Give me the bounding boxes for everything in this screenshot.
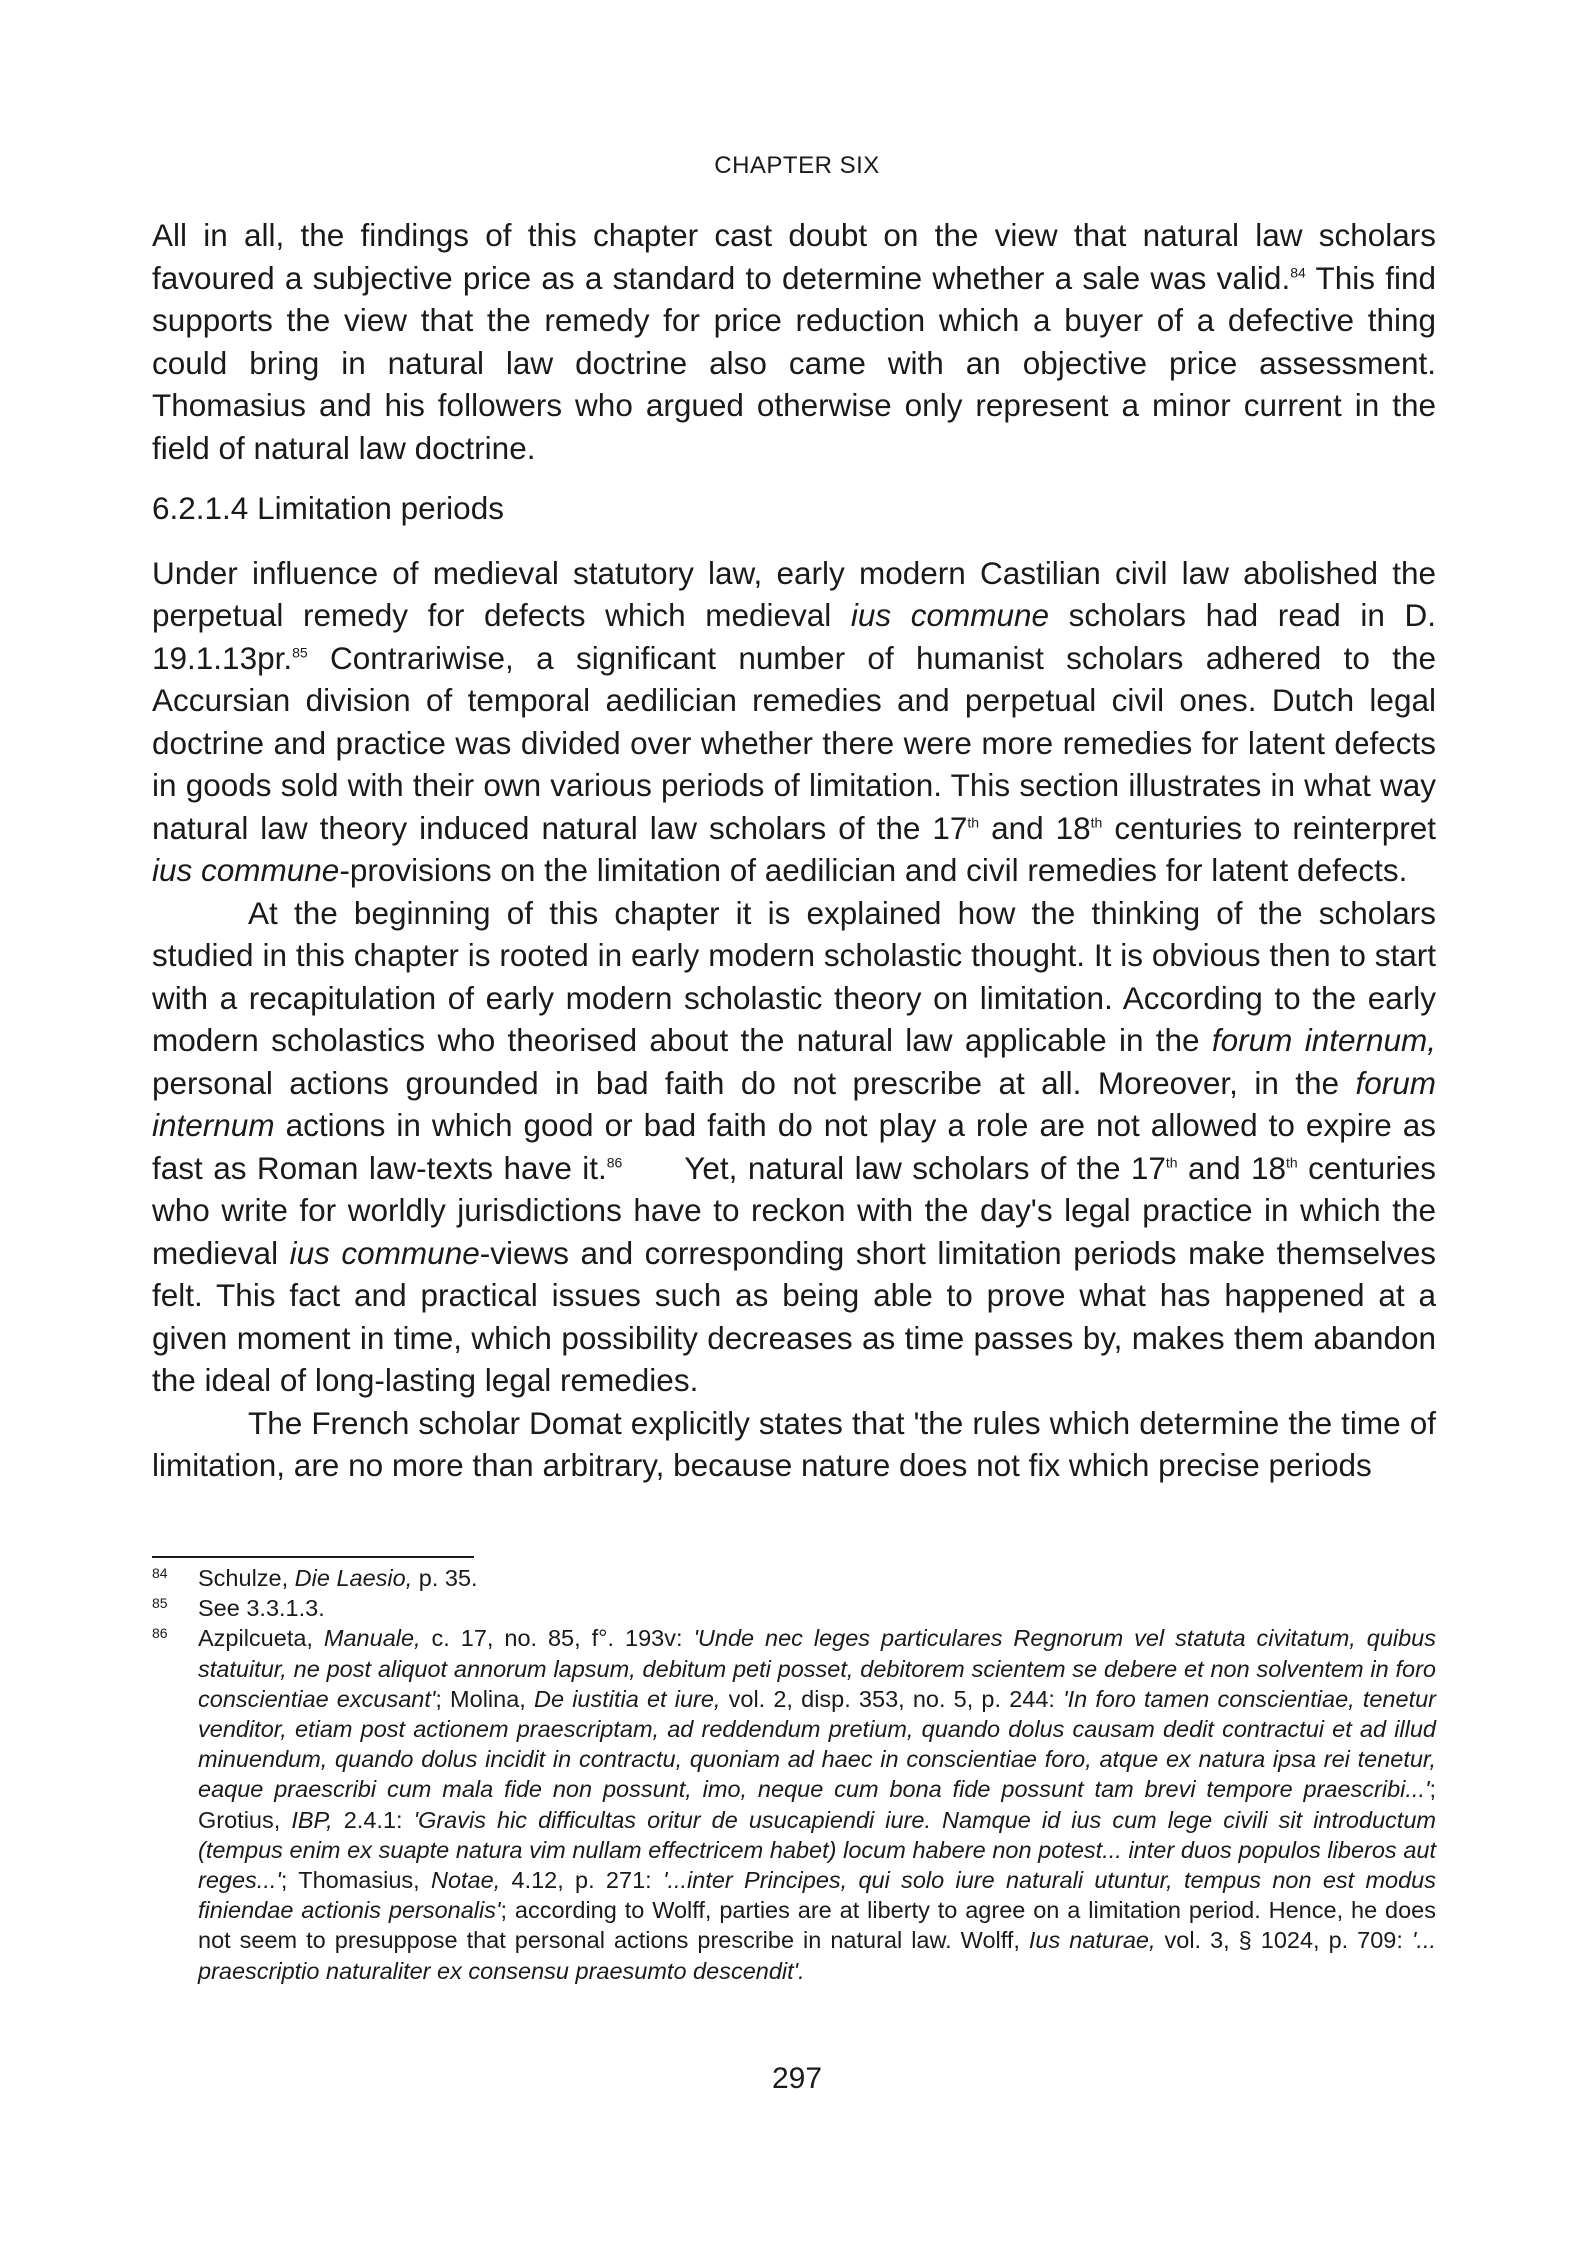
section-heading: 6.2.1.4 Limitation periods xyxy=(152,490,504,526)
paragraph-1: All in all, the findings of this chapter cast doubt on the view that natural law scholars favoured a subjective price as a standard to determine whether a sale was valid.$^{84}$ This find supports the view that the remedy for price reduction which a buyer of a defective thing could bring in natural law doctrine also came with an objective price assessment. Thomasius and his followers who argued otherwise only represent a minor current in the field of natural law doctrine. xyxy=(152,217,1436,466)
footnote-85: 85 See 3.3.1.3. xyxy=(152,1593,1436,1623)
page-number: 297 xyxy=(771,2062,823,2095)
footnote-number: 84 xyxy=(152,1565,168,1581)
footnote-86: 86 Azpilcueta, Manuale, c. 17, no. 85, f°. 193v: 'Unde nec leges particulares Regnorum vel statuta civitatum, quibus statuitur, ne post aliquot annorum lapsum, debitum peti posset, debitorem scientem se debere et non solventem in foro conscientiae excusant'; Molina, De iustitia et iure, vol. 2, disp. 353, no. 5, p. 244: 'In foro tamen conscientiae, tenetur venditor, etiam post actionem praescriptam, ad reddendum pretium, quando dolus causam dedit contractui et ad illud minuendum, quando dolus incidit in contractu, quoniam ad haec in conscientiae foro, atque ex natura ipsa rei tenetur, eaque praescribi cum mala fide non possunt, imo, neque cum bona fide possunt tam brevi tempore praescribi...'; Grotius, IBP, 2.4.1: 'Gravis hic difficultas oritur de usucapiendi iure. Namque id ius cum lege civili sit introductum (tempus enim ex suapte natura vim nullam effectricem habet) locum habere non potest... inter duos populos liberos aut reges...'; Thomasius, Notae, 4.12, p. 271: '...inter Principes, qui solo iure naturali utuntur, tempus non est modus finiendae actionis personalis'; according to Wolff, parties are at liberty to agree on a limitation period. Hence, he does not seem to presuppose that personal actions prescribe in natural law. Wolff, Ius naturae, vol. 3, § 1024, p. 709: '... praescriptio naturaliter ex consensu praesumto descendit'. xyxy=(152,1623,1436,1985)
footnote-ref-84[interactable]: 84 xyxy=(1290,264,1306,280)
running-head: CHAPTER SIX xyxy=(714,152,880,179)
body-text xyxy=(152,214,1436,1487)
footnotes xyxy=(152,1563,1436,1986)
footnote-84: 84 Schulze, Die Laesio, p. 35. xyxy=(152,1563,1436,1593)
footnote-ref-85[interactable]: 85 xyxy=(292,644,308,660)
footnote-separator xyxy=(152,1556,474,1558)
paragraph-3: At the beginning of this chapter it is explained how the thinking of the scholars studied in this chapter is rooted in early modern scholastic thought. It is obvious then to start with a recapitulation of early modern scholastic theory on limitation. According to the early modern scholastics who theorised about the natural law applicable in the forum internum, personal actions grounded in bad faith do not prescribe at all. Moreover, in the forum internum actions in which good or bad faith do not play a role are not allowed to expire as fast as Roman law-texts have it.$^{86}$ Yet, natural law scholars of the 17th and 18th centuries who write for worldly jurisdictions have to reckon with the day's legal practice in which the medieval ius commune-views and corresponding short limitation periods make themselves felt. This fact and practical issues such as being able to prove what has happened at a given moment in time, which possibility decreases as time passes by, makes them abandon the ideal of long-lasting legal remedies. xyxy=(152,894,1436,1398)
paragraph-4: The French scholar Domat explicitly states that 'the rules which determine the time of limitation, are no more than arbitrary, because nature does not fix which precise periods xyxy=(152,1404,1436,1483)
footnote-ref-86[interactable]: 86 xyxy=(606,1154,623,1170)
paragraph-2: Under influence of medieval statutory law, early modern Castilian civil law abolished the perpetual remedy for defects which medieval ius commune scholars had read in D. 19.1.13pr.$^{85}$ Contrariwise, a significant number of humanist scholars adhered to the Accursian division of temporal aedilician remedies and perpetual civil ones. Dutch legal doctrine and practice was divided over whether there were more remedies for latent defects in goods sold with their own various periods of limitation. This section illustrates in what way natural law theory induced natural law scholars of the 17th and 18th centuries to reinterpret ius commune-provisions on the limitation of aedilician and civil remedies for latent defects. xyxy=(152,554,1436,888)
footnote-number: 86 xyxy=(152,1625,168,1642)
footnote-number: 85 xyxy=(152,1595,168,1612)
